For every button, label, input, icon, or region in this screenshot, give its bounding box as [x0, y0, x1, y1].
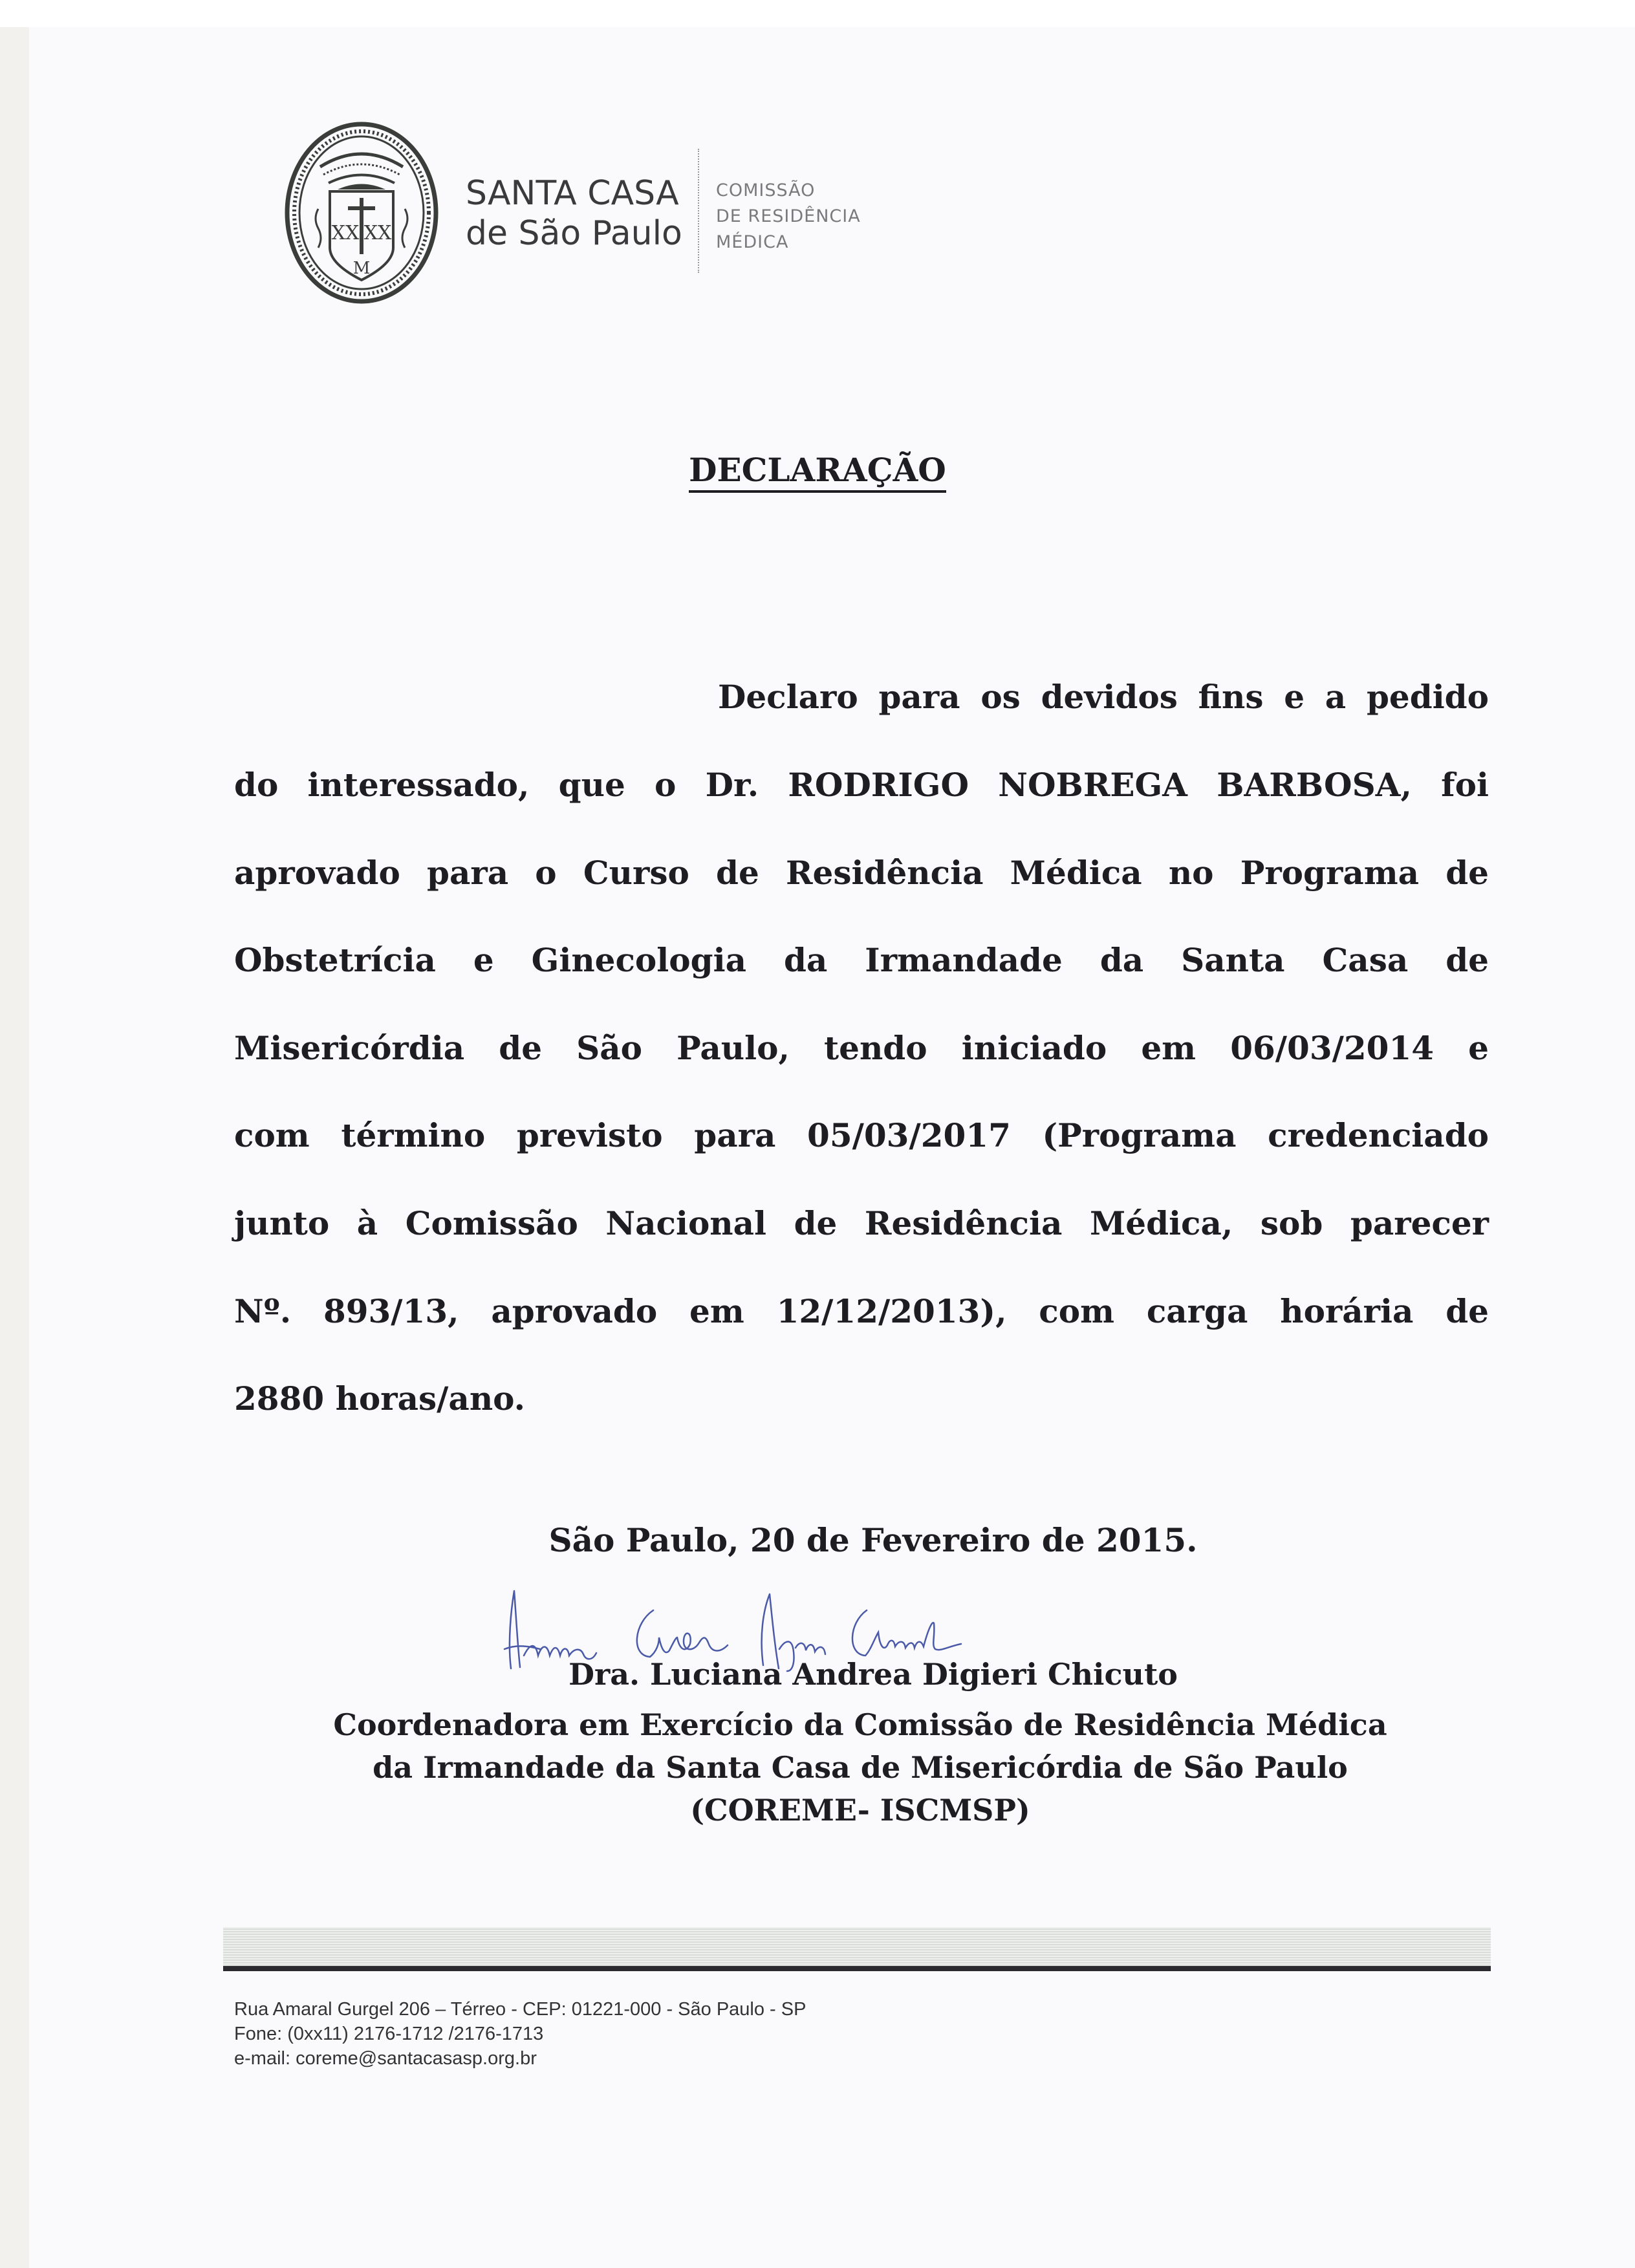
signer-role-line: (COREME- ISCMSP) [690, 1793, 1030, 1828]
seal-text-left: XX [331, 222, 360, 244]
department-name [716, 178, 861, 255]
body-line: Misericórdia de São Paulo, tendo iniciado em 06/03/2014 e [234, 1029, 1489, 1067]
letterhead-divider [698, 149, 699, 273]
signer-role-line: Coordenadora em Exercício da Comissão de Residência Médica [333, 1707, 1387, 1742]
footer-band [223, 1927, 1491, 1966]
document-title [0, 451, 1635, 490]
document-title-text: DECLARAÇÃO [689, 451, 946, 493]
footer-phone: Fone: (0xx11) 2176-1712 /2176-1713 [234, 2024, 544, 2044]
body-line: aprovado para o Curso de Residência Médica no Programa de [234, 854, 1489, 892]
footer-rule [223, 1966, 1491, 1971]
footer-contact [234, 1997, 806, 2071]
body-line: junto à Comissão Nacional de Residência Médica, sob parecer [234, 1204, 1489, 1242]
institution-seal-icon [285, 122, 439, 304]
body-line: Nº. 893/13, aprovado em 12/12/2013), com carga horária de [234, 1292, 1489, 1330]
body-line: 2880 horas/ano. [234, 1379, 526, 1418]
department-line: DE RESIDÊNCIA [716, 206, 861, 226]
date-line: São Paulo, 20 de Fevereiro de 2015. [548, 1521, 1198, 1559]
footer-email: e-mail: coreme@santacasasp.org.br [234, 2048, 537, 2069]
body-line: Obstetrícia e Ginecologia da Irmandade da Santa Casa de [234, 941, 1489, 979]
signer-name: Dra. Luciana Andrea Digieri Chicuto [568, 1657, 1178, 1692]
institution-name-line2: de São Paulo [466, 214, 682, 253]
department-line: COMISSÃO [716, 180, 816, 200]
body-line: com término previsto para 05/03/2017 (Programa credenciado [234, 1116, 1489, 1154]
institution-name [466, 173, 682, 254]
signer-role-line: da Irmandade da Santa Casa de Misericórdia de São Paulo [373, 1750, 1348, 1785]
signer-role [220, 1703, 1500, 1831]
department-line: MÉDICA [716, 232, 789, 252]
body-line: Declaro para os devidos fins e a pedido [718, 678, 1489, 716]
body-line: do interessado, que o Dr. RODRIGO NOBREGA BARBOSA, foi [234, 766, 1489, 804]
seal-text-right: XX [363, 222, 392, 244]
footer-address: Rua Amaral Gurgel 206 – Térreo - CEP: 01221-000 - São Paulo - SP [234, 1999, 807, 2020]
institution-name-line1: SANTA CASA [466, 174, 679, 213]
scan-left-margin [0, 27, 29, 2268]
seal-text-bottom: M [352, 259, 371, 278]
